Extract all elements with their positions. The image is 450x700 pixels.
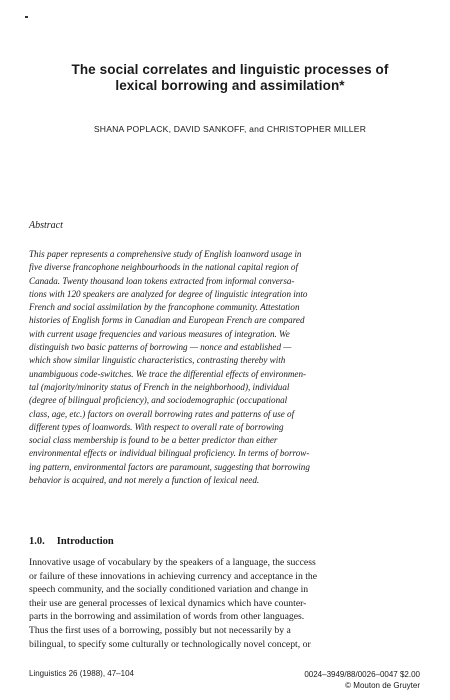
section-heading xyxy=(29,536,114,547)
print-speck xyxy=(25,16,28,18)
intro-line: or failure of these innovations in achieving currency and acceptance in the xyxy=(29,570,318,582)
intro-line: parts in the borrowing and assimilation of words from other languages. xyxy=(29,611,305,623)
abstract-line: Canada. Twenty thousand loan tokens extracted from informal conversa- xyxy=(29,275,295,286)
abstract-line: which show similar linguistic characteristics, contrasting thereby with xyxy=(29,355,286,366)
abstract-line: tions with 120 speakers are analyzed for degree of linguistic integration into xyxy=(29,288,308,299)
abstract-line: class, age, etc.) factors on overall borrowing rates and patterns of use of xyxy=(29,408,295,419)
abstract-line: five diverse francophone neighbourhoods in the national capital region of xyxy=(29,262,298,273)
abstract-line: French and social assimilation by the francophone community. Attestation xyxy=(29,302,300,313)
abstract-line: distinguish two basic patterns of borrowing — nonce and established — xyxy=(29,342,292,353)
abstract-line: different types of loanwords. With respect to overall rate of borrowing xyxy=(29,421,284,432)
abstract-line: ing pattern, environmental factors are paramount, suggesting that borrowing xyxy=(29,461,310,472)
abstract-line: behavior is acquired, and not merely a function of lexical need. xyxy=(29,475,260,486)
journal-citation: Linguistics 26 (1988), 47–104 xyxy=(29,669,134,678)
abstract-line: histories of English forms in Canadian and European French are compared xyxy=(29,315,305,326)
abstract-line: tal (majority/minority status of French in the neighborhood), individual xyxy=(29,381,290,392)
intro-line: Innovative usage of vocabulary by the speakers of a language, the success xyxy=(29,557,316,568)
intro-line: their use are general processes of lexical dynamics which have counter- xyxy=(29,597,307,609)
abstract-line: (degree of bilingual proficiency), and sociodemographic (occupational xyxy=(29,395,288,406)
section-title: Introduction xyxy=(56,536,114,547)
copyright-line: © Mouton de Gruyter xyxy=(345,681,420,690)
issn-line: 0024–3949/88/0026–0047 $2.00 xyxy=(304,670,420,679)
abstract-line: unambiguous code-switches. We trace the differential effects of environmen- xyxy=(29,368,307,379)
authors-line: SHANA POPLACK, DAVID SANKOFF, and CHRISTOPHER MILLER xyxy=(93,124,367,134)
abstract-line: environmental effects or individual bilingual proficiency. In terms of borrow- xyxy=(29,448,310,459)
title-line-1: The social correlates and linguistic processes of xyxy=(71,62,389,77)
title-line-2: lexical borrowing and assimilation* xyxy=(115,77,345,93)
intro-line: Thus the first uses of a borrowing, possibly but not necessarily by a xyxy=(29,624,291,636)
intro-line: bilingual, to specify some culturally or technologically novel concept, or xyxy=(29,638,311,650)
publisher-info xyxy=(304,669,420,691)
intro-line: speech community, and the socially conditioned variation and change in xyxy=(29,584,309,596)
abstract-body xyxy=(29,248,409,487)
article-title xyxy=(40,62,420,93)
abstract-line: This paper represents a comprehensive study of English loanword usage in xyxy=(29,249,302,259)
abstract-line: with current usage frequencies and various measures of integration. We xyxy=(29,328,290,339)
abstract-line: social class membership is found to be a better predictor than either xyxy=(29,435,278,446)
abstract-heading: Abstract xyxy=(29,220,63,231)
section-number: 1.0. xyxy=(29,536,45,547)
introduction-body xyxy=(29,556,411,651)
